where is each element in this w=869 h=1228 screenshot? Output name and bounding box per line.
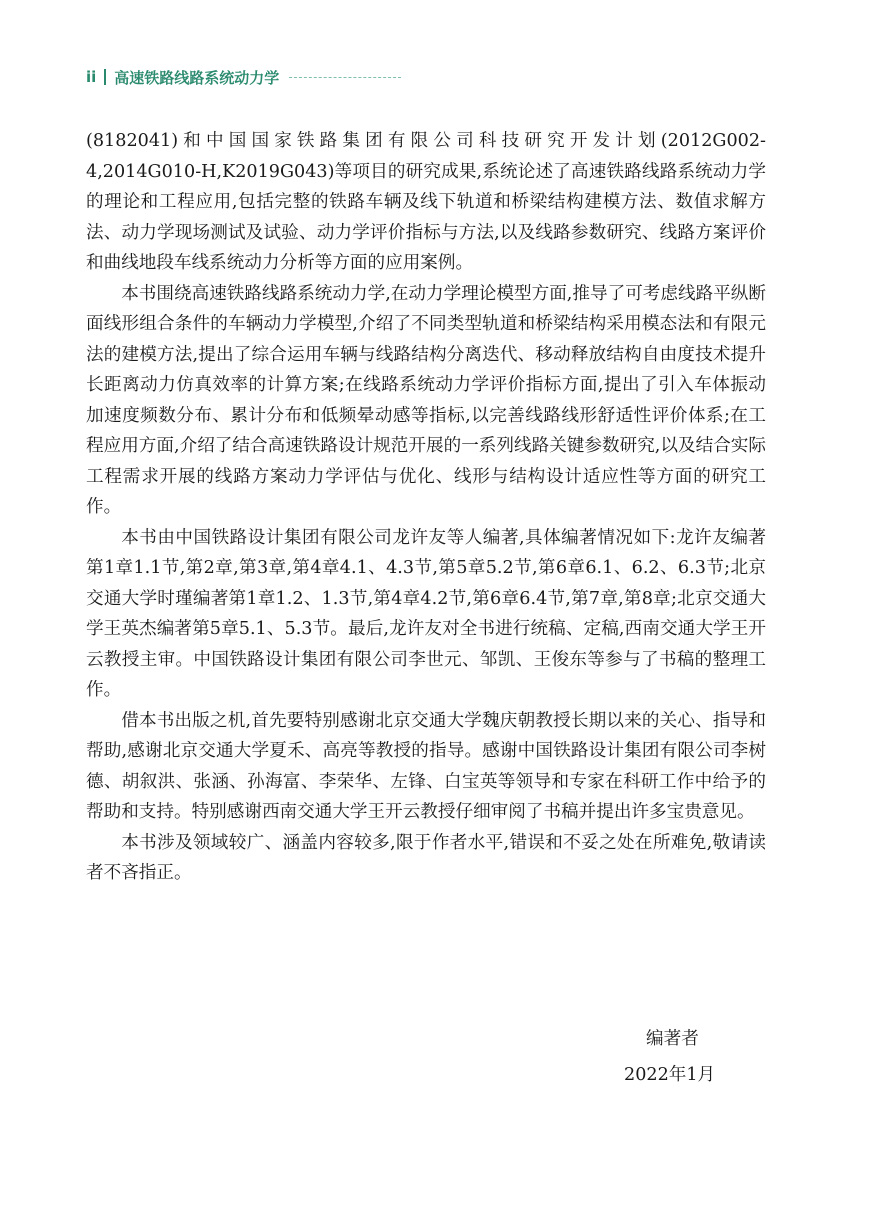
- paragraph-closing: 本书涉及领域较广、涵盖内容较多,限于作者水平,错误和不妥之处在所难免,敬请读者不吝指正。: [86, 832, 766, 883]
- paragraph-acknowledgements: 借本书出版之机,首先要特别感谢北京交通大学魏庆朝教授长期以来的关心、指导和帮助,感谢北京交通大学夏禾、高亮等教授的指导。感谢中国铁路设计集团有限公司李树德、胡叙洪、张涵、孙海富、李荣华、左锋、白宝英等领导和专家在科研工作中给予的帮助和支持。特别感谢西南交通大学王开云教授仔细审阅了书稿并提出许多宝贵意见。: [86, 710, 766, 822]
- paragraph-continued: (8182041)和中国国家铁路集团有限公司科技研究开发计划(2012G002-4,2014G010-H,K2019G043)等项目的研究成果,系统论述了高速铁路线路系统动力学的理论和工程应用,包括完整的铁路车辆及线下轨道和桥梁结构建模方法、数值求解方法、动力学现场测试及试验、动力学评价指标与方法,以及线路参数研究、线路方案评价和曲线地段车线系统动力分析等方面的应用案例。: [86, 131, 766, 273]
- signature-author: 编著者: [646, 1029, 699, 1049]
- paragraph-research-content: 本书围绕高速铁路线路系统动力学,在动力学理论模型方面,推导了可考虑线路平纵断面线形组合条件的车辆动力学模型,介绍了不同类型轨道和桥梁结构采用模态法和有限元法的建模方法,提出了综合运用车辆与线路结构分离迭代、移动释放结构自由度技术提升长距离动力仿真效率的计算方案;在线路系统动力学评价指标方面,提出了引入车体振动加速度频数分布、累计分布和低频晕动感等指标,以完善线路线形舒适性评价体系;在工程应用方面,介绍了结合高速铁路设计规范开展的一系列线路关键参数研究,以及结合实际工程需求开展的线路方案动力学评估与优化、线形与结构设计适应性等方面的研究工作。: [86, 283, 766, 517]
- signature-block: [560, 1024, 760, 1090]
- header-dotted-rule: [289, 77, 401, 78]
- preface-body: [86, 126, 766, 889]
- page-number: ii: [86, 68, 97, 86]
- signature-date: 2022年1月: [624, 1065, 716, 1085]
- running-header: [86, 66, 401, 88]
- paragraph-authorship: 本书由中国铁路设计集团有限公司龙许友等人编著,具体编著情况如下:龙许友编著第1章1.1节,第2章,第3章,第4章4.1、4.3节,第5章5.2节,第6章6.1、6.2、6.3节;北京交通大学时瑾编著第1章1.2、1.3节,第4章4.2节,第6章6.4节,第7章,第8章;北京交通大学王英杰编著第5章5.1、5.3节。最后,龙许友对全书进行统稿、定稿,西南交通大学王开云教授主审。中国铁路设计集团有限公司李世元、邹凯、王俊东等参与了书稿的整理工作。: [86, 527, 766, 700]
- header-separator: [104, 69, 106, 85]
- book-title: 高速铁路线路系统动力学: [114, 68, 280, 87]
